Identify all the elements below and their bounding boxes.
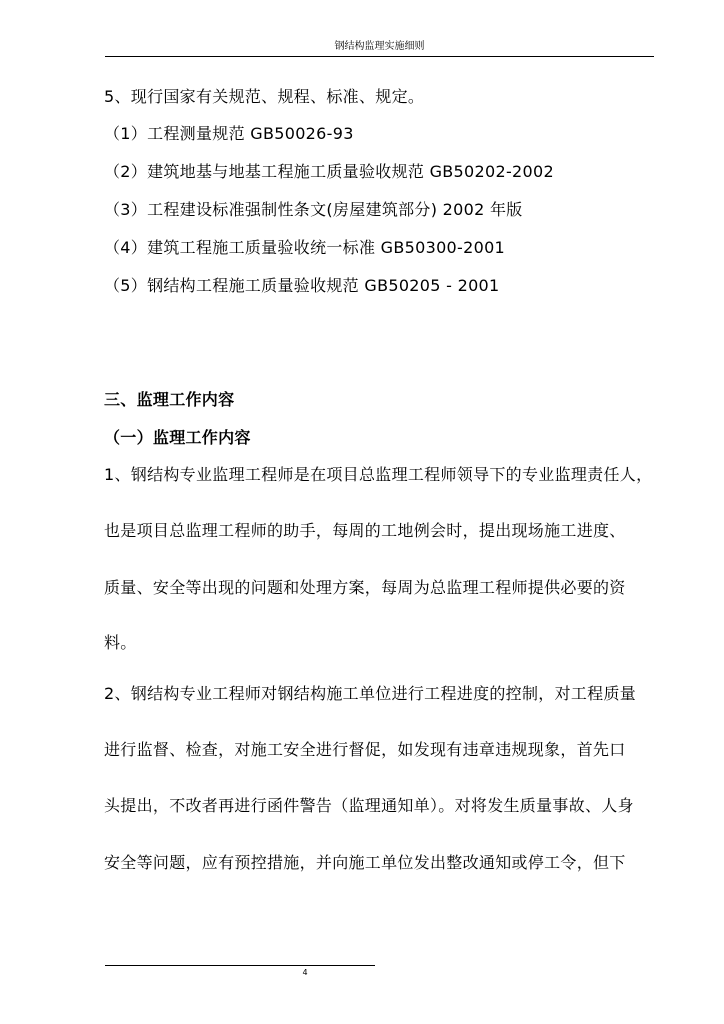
header-divider <box>105 56 654 57</box>
paragraph-1-line-2: 也是项目总监理工程师的助手，每周的工地例会时，提出现场施工进度、 <box>104 521 626 540</box>
paragraph-1-line-4: 料。 <box>104 633 137 652</box>
paragraph-2-line-3: 头提出，不改者再进行函件警告（监理通知单）。对将发生质量事故、人身 <box>104 796 634 815</box>
section-5-heading: 5、现行国家有关规范、规程、标准、规定。 <box>104 87 425 106</box>
paragraph-1-line-1: 1、钢结构专业监理工程师是在项目总监理工程师领导下的专业监理责任人， <box>104 465 653 484</box>
standard-item-4: （4）建筑工程施工质量验收统一标准 GB50300-2001 <box>104 238 506 257</box>
footnote-divider <box>105 965 375 966</box>
paragraph-2-line-2: 进行监督、检查，对施工安全进行督促，如发现有违章违规现象，首先口 <box>104 740 626 759</box>
standard-item-5: （5）钢结构工程施工质量验收规范 GB50205 - 2001 <box>104 276 500 295</box>
standard-item-2: （2）建筑地基与地基工程施工质量验收规范 GB50202-2002 <box>104 162 554 181</box>
subsection-1-heading: （一）监理工作内容 <box>104 428 251 447</box>
paragraph-1-line-3: 质量、安全等出现的问题和处理方案，每周为总监理工程师提供必要的资 <box>104 578 626 597</box>
paragraph-2-line-4: 安全等问题，应有预控措施，并向施工单位发出整改通知或停工令，但下 <box>104 853 626 872</box>
section-3-heading: 三、监理工作内容 <box>104 390 235 409</box>
standard-item-1: （1）工程测量规范 GB50026-93 <box>104 124 354 143</box>
header-title: 钢结构监理实施细则 <box>334 41 425 52</box>
paragraph-2-line-1: 2、钢结构专业工程师对钢结构施工单位进行工程进度的控制，对工程质量 <box>104 684 637 703</box>
standard-item-3: （3）工程建设标准强制性条文(房屋建筑部分) 2002 年版 <box>104 200 523 219</box>
page-number: 4 <box>302 968 308 977</box>
